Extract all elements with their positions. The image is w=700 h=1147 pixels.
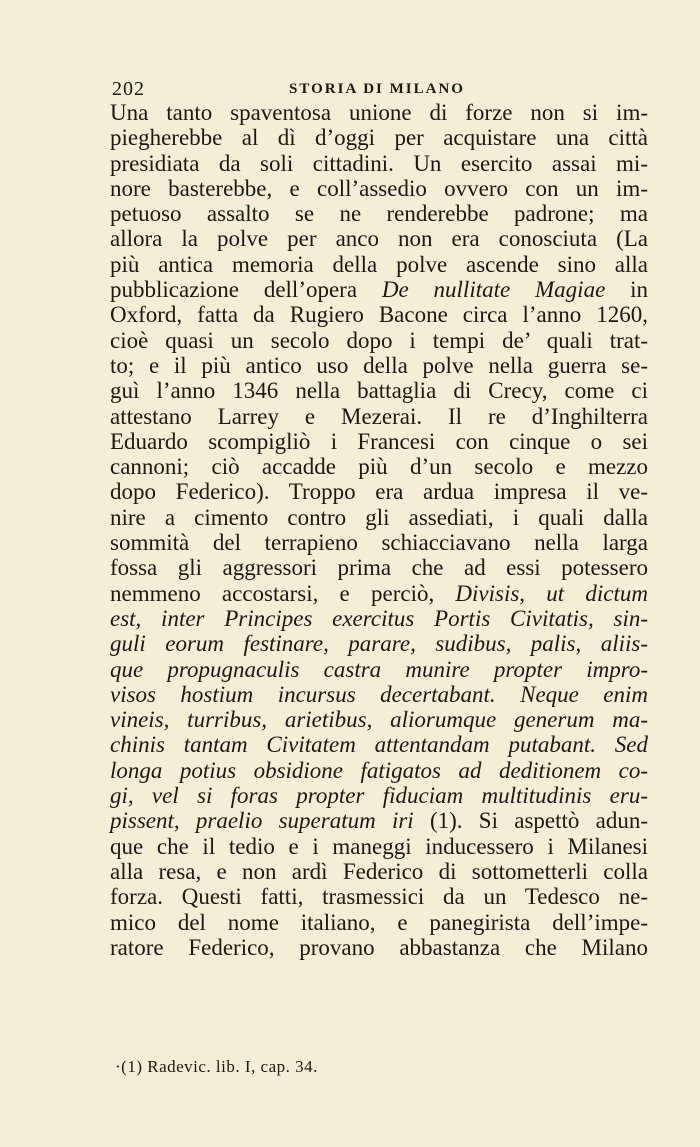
line-text: più antica memoria della polve ascende sino alla bbox=[110, 251, 648, 277]
running-head: STORIA DI MILANO bbox=[289, 81, 465, 97]
line-text: petuoso assalto se ne renderebbe padrone; ma bbox=[110, 201, 648, 227]
line-text: ratore Federico, provano abbastanza che Milano bbox=[110, 934, 648, 960]
text-line bbox=[110, 783, 648, 808]
line-text: presidiata da soli cittadini. Un esercito assai mi- bbox=[110, 150, 648, 176]
text-line bbox=[110, 302, 648, 327]
line-text: piegherebbe al dì d’oggi per acquistare una città bbox=[110, 125, 648, 151]
text-line bbox=[110, 935, 648, 960]
line-text: fossa gli aggressori prima che ad essi potessero bbox=[110, 555, 648, 581]
text-line bbox=[110, 125, 648, 150]
text-line bbox=[110, 429, 648, 454]
line-text: alla resa, e non ardì Federico di sottometterli colla bbox=[110, 858, 648, 884]
text-line bbox=[110, 732, 648, 757]
text-line bbox=[110, 657, 648, 682]
line-text: Una tanto spaventosa unione di forze non si im- bbox=[110, 100, 648, 125]
text-line bbox=[110, 631, 648, 656]
text-line bbox=[110, 555, 648, 580]
line-text: mico del nome italiano, e panegirista dell’impe- bbox=[110, 909, 648, 935]
text-line bbox=[110, 758, 648, 783]
text-line bbox=[110, 277, 648, 302]
line-text: allora la polve per anco non era conosciuta (La bbox=[110, 226, 648, 252]
text-line bbox=[110, 353, 648, 378]
latin-quotation: longa potius obsidione fatigatos ad deditionem co- bbox=[110, 757, 648, 783]
text-line bbox=[110, 682, 648, 707]
line-text: nire a cimento contro gli assediati, i quali dalla bbox=[110, 504, 648, 530]
latin-quotation: pissent, praelio superatum iri bbox=[110, 808, 414, 834]
text-line bbox=[110, 808, 648, 833]
line-text: (1). Si aspettò adun- bbox=[413, 808, 649, 834]
text-line bbox=[110, 328, 648, 353]
body-text bbox=[110, 100, 648, 960]
text-line bbox=[110, 378, 648, 403]
line-text: Eduardo scompigliò i Francesi con cinque o sei bbox=[110, 428, 648, 454]
text-line bbox=[110, 530, 648, 555]
latin-quotation: De nullitate Magiae bbox=[381, 277, 606, 303]
text-line bbox=[110, 252, 648, 277]
line-text: attestano Larrey e Mezerai. Il re d’Inghilterra bbox=[110, 403, 648, 429]
text-line bbox=[110, 707, 648, 732]
latin-quotation: est, inter Principes exercitus Portis Civitatis, sin- bbox=[110, 605, 648, 631]
page-number: 202 bbox=[112, 78, 145, 100]
latin-quotation: gi, vel si foras propter fiduciam multitudinis eru- bbox=[110, 783, 648, 809]
text-line bbox=[110, 176, 648, 201]
text-line bbox=[110, 581, 648, 606]
line-text: to; e il più antico uso della polve nella guerra se- bbox=[110, 352, 648, 378]
line-text: cioè quasi un secolo dopo i tempi de’ quali trat- bbox=[110, 327, 648, 353]
line-text: sommità del terrapieno schiacciavano nella larga bbox=[110, 530, 648, 556]
latin-quotation: chinis tantam Civitatem attentandam putabant. Sed bbox=[110, 732, 648, 758]
line-text: nemmeno accostarsi, e perciò, bbox=[110, 580, 456, 606]
footnote: ·(1) Radevic. lib. I, cap. 34. bbox=[115, 1057, 318, 1076]
latin-quotation: guli eorum festinare, parare, sudibus, palis, aliis- bbox=[110, 631, 648, 657]
text-line bbox=[110, 910, 648, 935]
text-line bbox=[110, 151, 648, 176]
latin-quotation: que propugnaculis castra munire propter impro- bbox=[110, 656, 648, 682]
latin-quotation: Divisis, ut dictum bbox=[455, 580, 648, 606]
text-line bbox=[110, 100, 648, 125]
text-line bbox=[110, 226, 648, 251]
line-text: Oxford, fatta da Rugiero Bacone circa l’anno 1260, bbox=[110, 302, 648, 328]
line-text: forza. Questi fatti, trasmessici da un Tedesco ne- bbox=[110, 884, 648, 910]
text-line bbox=[110, 479, 648, 504]
line-text: pubblicazione dell’opera bbox=[110, 277, 382, 303]
text-line bbox=[110, 505, 648, 530]
text-line bbox=[110, 454, 648, 479]
line-text: guì l’anno 1346 nella battaglia di Crecy, come ci bbox=[110, 378, 648, 404]
line-text: cannoni; ciò accadde più d’un secolo e mezzo bbox=[110, 454, 648, 480]
text-line bbox=[110, 404, 648, 429]
text-line bbox=[110, 201, 648, 226]
line-text: nore basterebbe, e coll’assedio ovvero con un im- bbox=[110, 175, 648, 201]
line-text: in bbox=[605, 277, 648, 303]
latin-quotation: vineis, turribus, arietibus, aliorumque generum ma- bbox=[110, 707, 648, 733]
text-line bbox=[110, 606, 648, 631]
page-header bbox=[112, 78, 642, 100]
line-text: que che il tedio e i maneggi inducessero i Milanesi bbox=[110, 833, 648, 859]
text-line bbox=[110, 884, 648, 909]
text-line bbox=[110, 834, 648, 859]
latin-quotation: visos hostium incursus decertabant. Neque enim bbox=[110, 681, 648, 707]
line-text: dopo Federico). Troppo era ardua impresa il ve- bbox=[110, 479, 648, 505]
text-line bbox=[110, 859, 648, 884]
